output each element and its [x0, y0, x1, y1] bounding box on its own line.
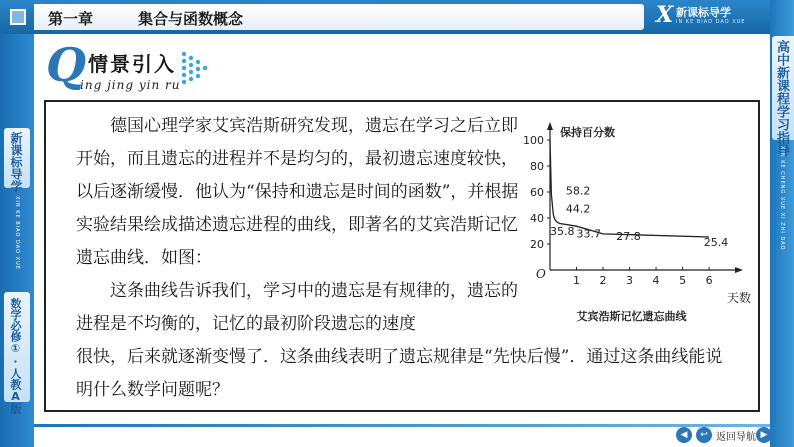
x-tick-label: 2 — [599, 274, 607, 287]
y-axis-arrow-icon — [547, 122, 553, 130]
logo-text: 新课标导学 — [676, 6, 731, 19]
chapter-label: 第一章 — [48, 10, 94, 28]
y-tick-label: 80 — [530, 160, 544, 173]
arrow-dots-icon — [180, 50, 210, 86]
data-label: 44.2 — [565, 202, 591, 216]
y-tick-label: 60 — [530, 186, 544, 199]
section-title: 情景引入 — [88, 52, 176, 76]
back-nav-button[interactable] — [696, 427, 712, 443]
next-page-button[interactable] — [756, 427, 772, 443]
forgetting-curve-chart — [520, 108, 760, 323]
paragraph-question: 这条曲线告诉我们，学习中的遗忘是有规律的，遗忘的进程是不均衡的，记忆的最初阶段遗忘的速度 很快，后来就逐渐变慢了．这条曲线表明了遗忘规律是“先快后慢”．通过这条曲线能说明什么数学问题呢？ — [76, 281, 723, 400]
logo-letter: X — [656, 2, 674, 28]
x-tick-label: 6 — [705, 274, 713, 287]
y-tick-label: 40 — [530, 212, 544, 225]
next-icon: ▶ — [760, 430, 768, 440]
data-label: 35.8 — [550, 224, 575, 238]
chapter-banner — [34, 4, 644, 30]
y-axis-label: 保持百分数 — [560, 126, 615, 139]
left-sidebar-title: 新课标导学 — [9, 132, 23, 192]
x-axis-label: 天数 — [727, 291, 752, 305]
x-tick-label: 4 — [652, 274, 660, 287]
topic-label: 集合与函数概念 — [138, 10, 244, 28]
data-label: 58.2 — [565, 184, 591, 198]
footer-line — [34, 424, 770, 427]
x-tick-label: 1 — [573, 274, 581, 287]
back-nav-label[interactable]: 返回导航 — [716, 432, 756, 443]
left-sidebar-pinyin: XIN KE BIAO DAO XUE — [14, 196, 20, 270]
section-q-icon: Q — [46, 38, 87, 92]
logo-subtext: IN KE BIAO DAO XUE — [676, 19, 746, 25]
data-label: 33.7 — [576, 227, 602, 241]
prev-page-button[interactable] — [676, 427, 692, 443]
origin-label: O — [536, 267, 546, 281]
x-tick-label: 3 — [626, 274, 634, 287]
y-tick-label: 100 — [523, 134, 544, 147]
prev-icon: ◀ — [680, 430, 688, 440]
data-label: 25.4 — [703, 235, 729, 249]
right-sidebar-pinyin: XIN KE CHENG XUE XI ZHI DAO — [779, 146, 785, 251]
x-tick-label: 5 — [679, 274, 687, 287]
section-pinyin: ing jing yin ru — [80, 78, 181, 92]
chart-title: 艾宾浩斯记忆遗忘曲线 — [576, 310, 687, 323]
right-sidebar-title: 高中新课程学习指导 — [774, 40, 789, 157]
left-sidebar-book: 数学必修①·人教A版 — [9, 298, 22, 414]
chapter-square-icon — [10, 9, 26, 25]
back-icon: ↩ — [700, 430, 708, 440]
data-label: 27.8 — [616, 230, 641, 244]
paragraph-intro: 德国心理学家艾宾浩斯研究发现，遗忘在学习之后立即开始，而且遗忘的进程并不是均匀的，最初遗忘速度较快，以后逐渐缓慢．他认为“保持和遗忘是时间的函数”，并根据实验结果绘成描述遗忘进程的曲线，即著名的艾宾浩斯记忆遗忘曲线．如图： — [76, 116, 519, 268]
y-tick-label: 20 — [530, 238, 544, 251]
footer — [34, 418, 770, 447]
x-axis-arrow-icon — [735, 267, 743, 273]
